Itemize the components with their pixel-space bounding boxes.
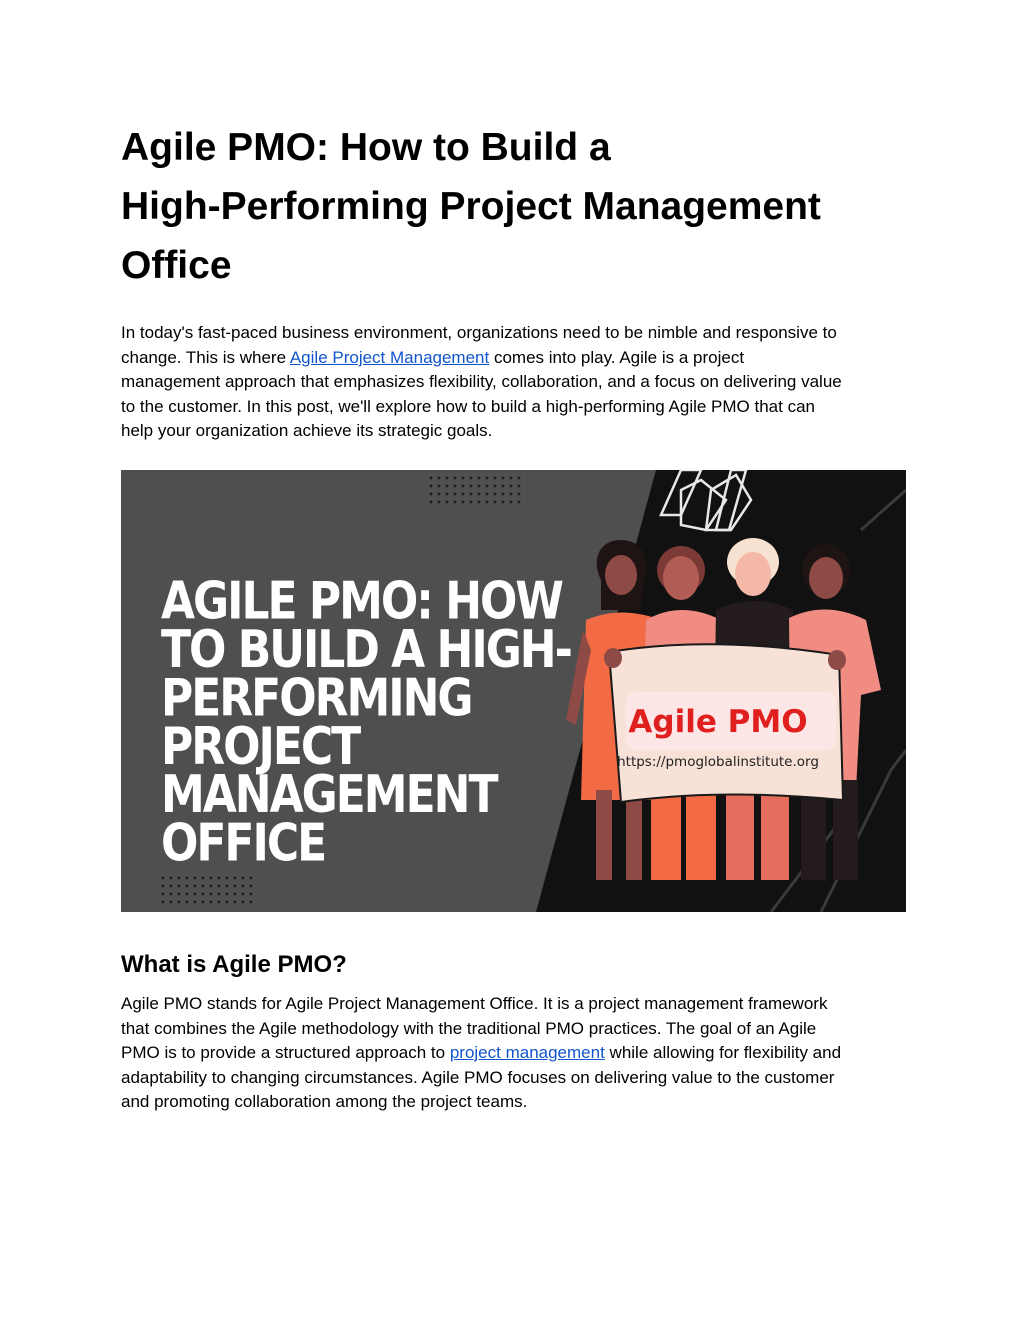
decor-dot [162, 893, 165, 896]
decor-dot [186, 893, 189, 896]
decor-dot [202, 893, 205, 896]
headline-line: PROJECT [161, 716, 360, 777]
decor-dot [210, 893, 213, 896]
decor-dot [454, 501, 457, 504]
text-line: that combines the Agile methodology with the traditional PMO practices. The goal of an Agile [121, 1018, 817, 1038]
decor-dot [430, 501, 433, 504]
headline-line: OFFICE [161, 813, 326, 874]
decor-dot [178, 901, 181, 904]
decor-dot [194, 901, 197, 904]
decor-dot [202, 901, 205, 904]
section-paragraph [121, 992, 907, 1115]
decor-dot [226, 901, 229, 904]
text-fragment: comes into play. Agile is a project [489, 347, 745, 367]
decor-dot [446, 485, 449, 488]
decor-dot [202, 885, 205, 888]
sign-url: https://pmoglobalinstitute.org [617, 754, 819, 770]
decor-dot [510, 501, 513, 504]
decor-dot [178, 893, 181, 896]
title-line: High-Performing Project Management [121, 185, 821, 228]
decor-dot [486, 477, 489, 480]
text-fragment: PMO is to provide a structured approach to [121, 1043, 450, 1062]
decor-dot [462, 485, 465, 488]
decor-dot [242, 893, 245, 896]
decor-dot [470, 501, 473, 504]
decor-dot [486, 501, 489, 504]
decor-dot [438, 501, 441, 504]
project-management-link[interactable]: project management [449, 1043, 605, 1062]
decor-dot [162, 885, 165, 888]
decor-dot [210, 901, 213, 904]
decor-dot [438, 493, 441, 496]
decor-dot [510, 485, 513, 488]
featured-banner-image [121, 470, 906, 912]
decor-dot [202, 877, 205, 880]
text-line [121, 1041, 907, 1066]
text-fragment: while allowing for flexibility and [604, 1043, 842, 1062]
decor-dot [170, 901, 173, 904]
sign-title: Agile PMO [628, 704, 808, 740]
text-line: and promoting collaboration among the project teams. [121, 1092, 528, 1111]
decor-dot [430, 485, 433, 488]
decor-dot [250, 901, 253, 904]
decor-dot [518, 493, 521, 496]
decor-dot [210, 877, 213, 880]
decor-dot [494, 493, 497, 496]
text-line: Agile PMO stands for Agile Project Management Office. It is a project management framework [121, 994, 828, 1013]
decor-dot [430, 477, 433, 480]
decor-dot [510, 477, 513, 480]
decor-dot [242, 885, 245, 888]
decor-dot [454, 485, 457, 488]
text-line: adaptability to changing circumstances. Agile PMO focuses on delivering value to the customer [121, 1067, 835, 1087]
decor-dot [494, 501, 497, 504]
decor-dot [438, 477, 441, 480]
decor-dot [502, 477, 505, 480]
intro-paragraph [121, 321, 907, 444]
decor-dot [470, 493, 473, 496]
decor-dot [430, 493, 433, 496]
text-line: management approach that emphasizes flexibility, collaboration, and a focus on delivering value [121, 372, 842, 391]
decor-dot [502, 485, 505, 488]
decor-dot [494, 477, 497, 480]
decor-dot [178, 877, 181, 880]
decor-dot [210, 885, 213, 888]
headline-line: PERFORMING [161, 667, 472, 729]
decor-dot [462, 477, 465, 480]
decor-dot [170, 893, 173, 896]
decor-dot [218, 877, 221, 880]
decor-dot [446, 477, 449, 480]
decor-dot [242, 901, 245, 904]
decor-dot [478, 501, 481, 504]
decor-dot [250, 893, 253, 896]
decor-dot [218, 885, 221, 888]
decor-dot [446, 493, 449, 496]
text-line: help your organization achieve its strategic goals. [121, 421, 493, 440]
decor-dot [502, 501, 505, 504]
decor-dot [226, 893, 229, 896]
decor-dot [462, 501, 465, 504]
decor-dot [250, 877, 253, 880]
decor-dot [194, 885, 197, 888]
text-fragment: change. This is where [121, 347, 290, 367]
decor-dot [170, 877, 173, 880]
decor-dot [162, 877, 165, 880]
decor-dot [218, 893, 221, 896]
decor-dot [242, 877, 245, 880]
decor-dot [186, 901, 189, 904]
decor-dot [234, 885, 237, 888]
decor-dot [486, 493, 489, 496]
decor-dot [462, 493, 465, 496]
title-line: Office [121, 244, 232, 287]
text-line: In today's fast-paced business environment, organizations need to be nimble and responsive to [121, 323, 837, 342]
decor-dot [510, 493, 513, 496]
decor-dot [438, 485, 441, 488]
decor-dot [470, 485, 473, 488]
decor-dot [454, 477, 457, 480]
decor-dot [446, 501, 449, 504]
headline-line: AGILE PMO: HOW [161, 571, 562, 632]
text-line: to the customer. In this post, we'll explore how to build a high-performing Agile PMO that can [121, 396, 815, 416]
decor-dot [470, 477, 473, 480]
banner-graphic [121, 470, 906, 912]
text-line [121, 346, 907, 371]
agile-project-management-link[interactable]: Agile Project Management [289, 347, 490, 367]
decor-dot [518, 477, 521, 480]
decor-dot [250, 885, 253, 888]
decor-dot [226, 877, 229, 880]
decor-dot [194, 893, 197, 896]
decor-dot [194, 877, 197, 880]
decor-dot [478, 485, 481, 488]
decor-dot [518, 485, 521, 488]
decor-dot [234, 893, 237, 896]
decor-dot [454, 493, 457, 496]
headline-line: TO BUILD A HIGH- [161, 619, 571, 681]
decor-dot [218, 901, 221, 904]
decor-dot [186, 877, 189, 880]
title-line: Agile PMO: How to Build a [121, 126, 611, 169]
decor-dot [234, 901, 237, 904]
decor-dot [478, 477, 481, 480]
decor-dot [162, 901, 165, 904]
section-heading: What is Agile PMO? [121, 951, 347, 978]
decor-dot [478, 493, 481, 496]
decor-dot [170, 885, 173, 888]
decor-dot [226, 885, 229, 888]
decor-dot [486, 485, 489, 488]
page-title [121, 118, 911, 295]
decor-dot [234, 877, 237, 880]
decor-dot [518, 501, 521, 504]
decor-dot [494, 485, 497, 488]
decor-dot [502, 493, 505, 496]
decor-dot [186, 885, 189, 888]
decor-dot [178, 885, 181, 888]
headline-line: MANAGEMENT [161, 764, 497, 826]
